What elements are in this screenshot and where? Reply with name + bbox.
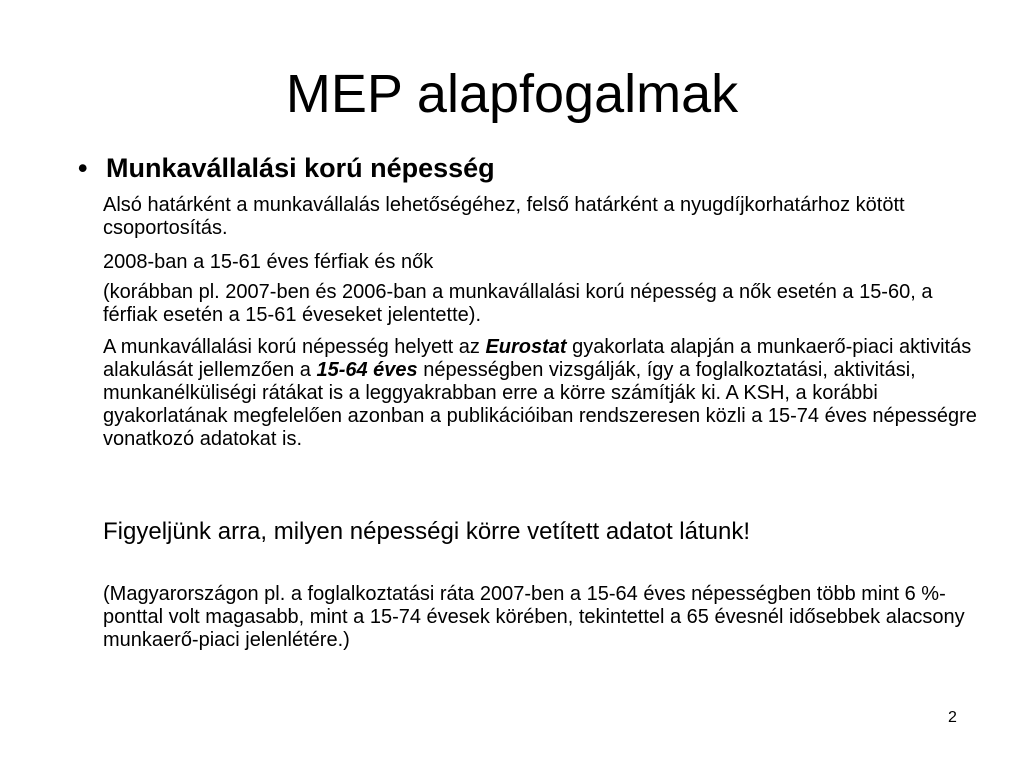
bullet-heading: Munkavállalási korú népesség [106,153,495,183]
paragraph-eurostat-text-3: népességben vizsgálják, így a foglalkoztatási, aktivitási, munkanélküliségi rátákat is a leggyakrabban erre a körre számítják ki. A KSH, a korábbi gyakorlatának megfelelően azonban a publikációiban rendszeresen közli a 15-74 éves népességre vonatkozó adatokat is. [103,359,977,450]
paragraph-eurostat-text-2: gyakorlata alapján a munkaerő-piaci aktivitás alakulását jellemzően a [103,336,972,381]
paragraph-hungary-example: (Magyarországon pl. a foglalkoztatási ráta 2007-ben a 15-64 éves népességben több mint 6 %-ponttal volt magasabb, mint a 15-74 évesek körében, tekintettel a 65 évesnél idősebbek alacsony munkaerő-piaci jelenlétére.) [103,583,965,651]
age-range-emphasis: 15-64 éves [316,359,418,381]
page-number: 2 [948,709,957,726]
paragraph-2008: 2008-ban a 15-61 éves férfiak és nők [103,251,434,273]
paragraph-definition: Alsó határként a munkavállalás lehetőségéhez, felső határként a nyugdíjkorhatárhoz kötött csoportosítás. [103,194,905,239]
eurostat-emphasis: Eurostat [485,336,567,358]
bullet-marker: • [78,153,88,183]
paragraph-attention: Figyeljünk arra, milyen népességi körre vetített adatot látunk! [103,518,750,545]
paragraph-eurostat-text-1: A munkavállalási korú népesség helyett az [103,336,486,358]
paragraph-earlier-years: (korábban pl. 2007-ben és 2006-ban a munkavállalási korú népesség a nők esetén a 15-60, a férfiak esetén a 15-61 éveseket jelentette). [103,281,933,326]
slide-title: MEP alapfogalmak [285,64,739,124]
paragraph-eurostat [103,336,983,451]
